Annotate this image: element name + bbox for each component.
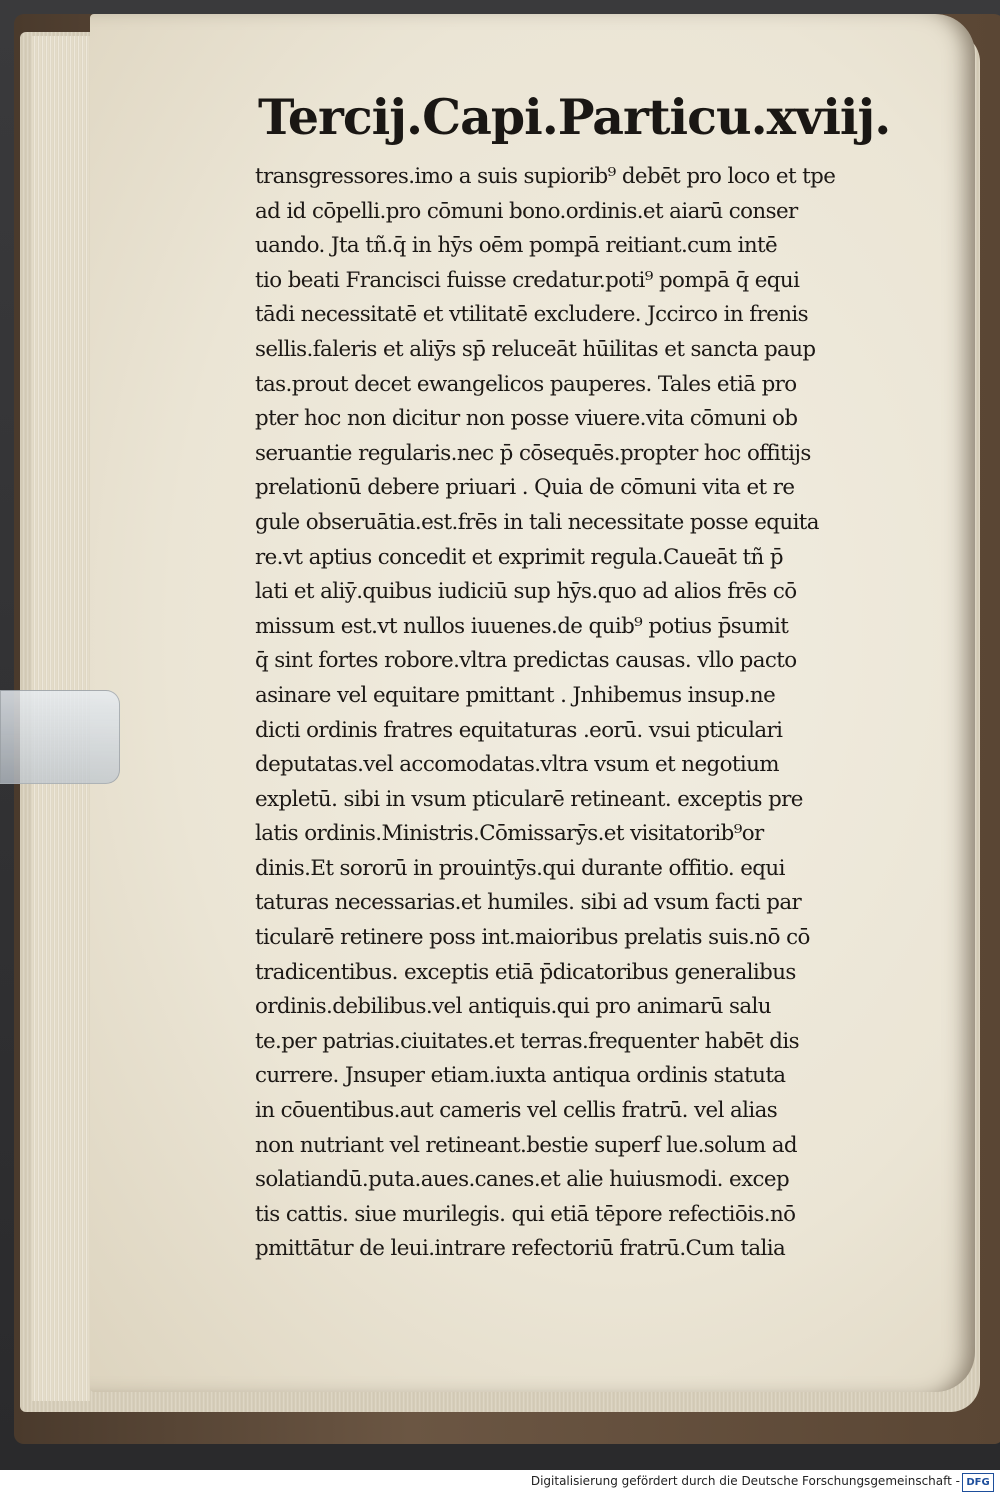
text-line: transgressores.imo a suis supiorib⁹ debēt pro loco et tpe: [255, 164, 836, 189]
dfg-logo: DFG: [962, 1473, 994, 1492]
text-line: gule obseruātia.est.frēs in tali necessitate posse equita: [255, 509, 819, 535]
text-line: lati et aliȳ.quibus iudiciū sup hȳs.quo ad alios frēs cō: [255, 579, 797, 605]
text-line: ad id cōpelli.pro cōmuni bono.ordinis.et aiarū conser: [255, 198, 798, 224]
text-line: re.vt aptius concedit et exprimit regula.Caueāt tñ p̄: [255, 544, 783, 570]
text-line: expletū. sibi in vsum pticularē retineant. exceptis pre: [255, 786, 803, 812]
text-line: solatiandū.puta.aues.canes.et alie huiusmodi. excep: [255, 1167, 790, 1193]
text-line: pmittātur de leui.intrare refectoriū fratrū.Cum talia: [255, 1236, 786, 1262]
text-line: sellis.faleris et aliȳs sp̄ reluceāt hūilitas et sancta paup: [255, 336, 816, 362]
running-head: [258, 88, 891, 158]
text-line: asinare vel equitare pmittant . Jnhibemus insup.ne: [255, 682, 776, 708]
text-line: currere. Jnsuper etiam.iuxta antiqua ordinis statuta: [255, 1063, 786, 1089]
footer-bar: [0, 1470, 1000, 1494]
text-line: latis ordinis.Ministris.Cōmissarȳs.et visitatorib⁹or: [255, 821, 764, 847]
funding-credit: Digitalisierung gefördert durch die Deutsche Forschungsgemeinschaft -: [530, 1474, 960, 1488]
text-line: tādi necessitatē et vtilitatē excludere. Jccirco in frenis: [255, 302, 809, 328]
text-line: uando. Jta tñ.q̄ in hȳs oēm pompā reitiant.cum intē: [255, 233, 778, 259]
text-line: taturas necessarias.et humiles. sibi ad vsum facti par: [255, 890, 802, 916]
text-line: dinis.Et sororū in prouintȳs.qui durante offitio. equi: [255, 855, 785, 881]
body-text: [255, 160, 885, 1267]
text-line: deputatas.vel accomodatas.vltra vsum et negotium: [255, 752, 779, 778]
text-line: tas.prout decet ewangelicos pauperes. Tales etiā pro: [255, 371, 797, 397]
text-line: q̄ sint fortes robore.vltra predictas causas. vllo pacto: [255, 648, 797, 674]
text-line: te.per patrias.ciuitates.et terras.frequenter habēt dis: [255, 1028, 799, 1054]
text-line: ordinis.debilibus.vel antiquis.qui pro animarū salu: [255, 994, 771, 1020]
text-line: missum est.vt nullos iuuenes.de quib⁹ potius p̄sumit: [255, 613, 789, 639]
page-clip: [0, 690, 120, 784]
running-head-left: Tercij.Capi.: [258, 88, 558, 146]
text-line: pter hoc non dicitur non posse viuere.vita cōmuni ob: [255, 406, 798, 432]
text-line: dicti ordinis fratres equitaturas .eorū. vsui pticulari: [255, 717, 783, 743]
text-line: tradicentibus. exceptis etiā p̄dicatoribus generalibus: [255, 959, 796, 985]
text-line: tis cattis. siue murilegis. qui etiā tēpore refectiōis.nō: [255, 1201, 796, 1227]
running-head-right: Particu.xviij.: [557, 88, 891, 146]
text-line: prelationū debere priuari . Quia de cōmuni vita et re: [255, 475, 795, 501]
text-line: tio beati Francisci fuisse credatur.poti⁹ pompā q̄ equi: [255, 267, 800, 293]
text-line: seruantie regularis.nec p̄ cōsequēs.propter hoc offitijs: [255, 440, 811, 466]
text-line: in cōuentibus.aut cameris vel cellis fratrū. vel alias: [255, 1098, 778, 1124]
text-line: ticularē retinere poss int.maioribus prelatis suis.nō cō: [255, 925, 810, 951]
text-line: non nutriant vel retineant.bestie superf lue.solum ad: [255, 1132, 797, 1158]
